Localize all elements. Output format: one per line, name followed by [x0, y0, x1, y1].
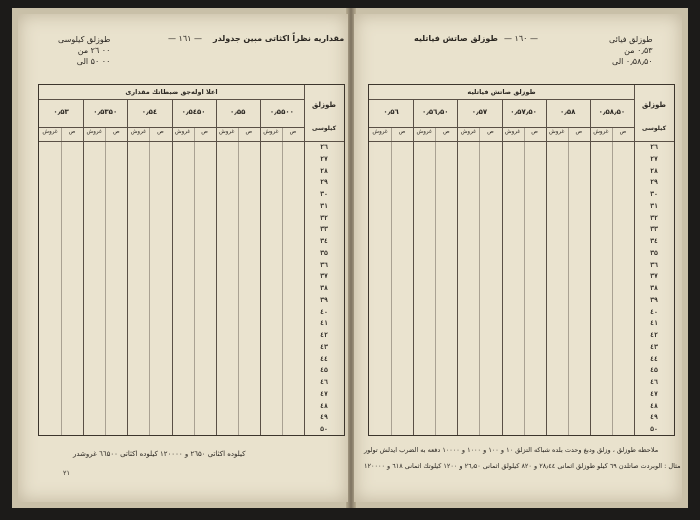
left_page-kilo-label: ۳۱ — [320, 201, 328, 210]
left_page-sub-label: غروش — [174, 129, 191, 135]
left_page-kilo-label: ٤۹ — [320, 413, 328, 422]
left_page-kilo-label: ۳۹ — [320, 295, 328, 304]
left_page-kilo-label: ٤۵ — [320, 366, 328, 375]
right_page-kilo-label: ٤۷ — [650, 389, 658, 398]
right_page-sub-label: غروش — [504, 129, 521, 135]
left_page-kilo-label: ۳٦ — [320, 260, 328, 269]
right_page-sub-label: ص — [575, 129, 583, 135]
left_page-col-rule — [127, 99, 128, 435]
right_page-kilo-label: ۲۷ — [650, 154, 658, 163]
right_page-kilo-label: ۳۵ — [650, 248, 658, 257]
right_page-kilo-label: ٤٦ — [650, 378, 658, 387]
right_page-kilo-label: ۳۳ — [650, 225, 658, 234]
left_page-sub-label: غروش — [86, 129, 102, 135]
left_page-kilo-label: ٤۱ — [320, 319, 328, 328]
right_page-sub-label: غروش — [416, 129, 432, 135]
right_page-kilo-label: ٤۹ — [650, 413, 658, 422]
left_page-price-head: ۰٫۵۵۰۰ — [269, 108, 294, 116]
right_page-kilo-label: ۳۸ — [650, 284, 658, 293]
right-page — [354, 14, 682, 502]
right_page-kilo-label: ۲۸ — [650, 166, 658, 175]
right_page-subcol-rule — [391, 127, 392, 435]
left_page-kilo-label: ۳۰ — [320, 190, 328, 199]
left_page-kilo-label: ۲٦ — [320, 143, 328, 151]
right_page-price-head: ۰٫۵۸٫۵۰ — [598, 108, 626, 116]
left_page-label-col-head: طوزلق — [312, 101, 336, 109]
left_page-sub-label: غروش — [42, 129, 58, 135]
right-header-title: طوزلق صاتش فیاتلیه — [414, 34, 498, 43]
left_page-kilo-label: ٤۸ — [320, 401, 328, 410]
right_page-kilo-label: ٤۱ — [650, 319, 658, 328]
right_page-kilo-label: ۳۷ — [650, 272, 658, 281]
right-corner-line2: ۰٫۵۸٫۵۰ الى — [612, 57, 653, 66]
left_page-price-head: ۰٫۵٤۵۰ — [181, 108, 206, 116]
right_page-subcol-rule — [612, 127, 613, 435]
left_page-kilo-label: ٤۳ — [320, 342, 328, 351]
left_page-sub-label: ص — [201, 129, 208, 135]
left_page-label-col-sub: كيلوسى — [311, 125, 337, 132]
right-note-line1: ملاحظه طوزلق ، وزلق ودبغ وحدت بلده شباكه التزلق ۱۰ و ۱۰۰ و ۱۰۰۰ و ۱۰۰۰۰ دفعه به الضرب ایدلش تولور — [364, 446, 659, 454]
left_page-body-rule — [39, 141, 344, 142]
right_page-body-rule — [369, 141, 674, 142]
book-spread — [12, 8, 688, 508]
right_page-subcol-rule — [479, 127, 480, 435]
left_page-sub-label: ص — [112, 129, 120, 135]
right_page-price-head: ۰٫۵٦٫۵۰ — [421, 108, 449, 116]
left_page-kilo-label: ۳۵ — [320, 248, 328, 257]
left_page-kilo-label: ۳۷ — [320, 272, 328, 281]
left_page-kilo-label: ۲۷ — [320, 154, 328, 163]
right_page-kilo-label: ٤۰ — [650, 307, 658, 316]
left_page-price-head: ۰٫۵۳۵۰ — [93, 108, 118, 116]
right_page-kilo-label: ٤۲ — [650, 331, 658, 340]
left_page-kilo-label: ۳٤ — [320, 237, 328, 246]
right_page-sub-label: غروش — [593, 129, 609, 135]
left_page-sub-label: غروش — [219, 129, 235, 135]
left_page-col-rule — [216, 99, 217, 435]
right_page-col-rule — [457, 99, 458, 435]
left_page-kilo-label: ٤٦ — [320, 378, 328, 387]
left_page-sub-label: ص — [68, 129, 76, 135]
left_page-kilo-label: ۳۲ — [320, 213, 328, 222]
right_page-kilo-label: ۲٦ — [650, 143, 658, 151]
right_page-label-col-sub: كيلوسى — [641, 125, 667, 132]
left_page-price-head: ۰٫۵۵ — [230, 108, 246, 116]
right_page-kilo-label: ۳۱ — [650, 201, 658, 210]
left-header-title: مقداریه نظراً اكثاتى مبين جدولدر — [213, 34, 345, 43]
left-folio: ۲۱ — [63, 469, 70, 477]
left-corner-block — [58, 34, 110, 67]
left_page-kilo-label: ۵۰ — [320, 425, 328, 434]
left_page-price-head: ۰٫۵٤ — [141, 108, 158, 116]
left_page-subcol-rule — [238, 127, 239, 435]
left-corner-line2: ۰۰ ۵۰ الى — [76, 57, 111, 66]
right_page-sub-label: ص — [487, 129, 494, 135]
right_page-subcol-rule — [568, 127, 569, 435]
right_page-col-rule — [590, 99, 591, 435]
right_page-col-rule — [502, 99, 503, 435]
left-corner-line1: ۰۰ ۲٦ من — [77, 46, 111, 55]
right-price-table — [368, 84, 675, 436]
left_page-sub-label: ص — [289, 129, 297, 135]
left_page-kilo-label: ٤۲ — [320, 331, 328, 340]
right_page-sub-label: ص — [442, 129, 450, 135]
left_page-sub-label: ص — [245, 129, 253, 135]
right_page-kilo-label: ٤۳ — [650, 342, 658, 351]
right_page-sub-label: غروش — [460, 129, 476, 135]
left-footer-note: كيلوده اكثاتى ۲٦۵۰ و ۱۲۰۰۰۰ كيلوده اكثاتى ٦٦۵۰۰ غروشدر — [73, 450, 246, 458]
left-page — [18, 14, 348, 502]
right-note-line2: مثال : الوبردت صاتلدن ٦٩ كيلو طوزلق اثمانى ۲۸٫٤٤ و ۸۲۰ كيلولق اثمانى ۲٦٫۵۰ و ۱۲۰۰ كيلوتك اثمانى ٦۱۸ و ۱۲۰۰۰۰ — [364, 462, 681, 470]
left_page-subcol-rule — [149, 127, 150, 435]
left_page-col-rule — [83, 99, 84, 435]
left_page-kilo-label: ۲۹ — [320, 178, 328, 187]
left_page-kilo-label: ٤۷ — [320, 389, 328, 398]
right_page-sub-label: ص — [619, 129, 627, 135]
left_page-sub-label: غروش — [130, 129, 146, 135]
right_page-kilo-label: ٤۵ — [650, 366, 658, 375]
right-corner-title: طوزلق فيائى — [609, 35, 653, 44]
left_page-sub-label: غروش — [263, 129, 279, 135]
right_page-sub-label: غروش — [549, 129, 565, 135]
right_page-kilo-label: ۳٦ — [650, 260, 658, 269]
right_page-kilo-label: ۵۰ — [650, 425, 658, 434]
right_page-price-head: ۰٫۵۸ — [560, 108, 576, 116]
left_page-subcol-rule — [194, 127, 195, 435]
right_page-price-head: ۰٫۵۷٫۵۰ — [510, 108, 537, 116]
left_page-kilo-label: ٤۰ — [320, 307, 328, 316]
right_page-kilo-label: ٤۸ — [650, 401, 658, 410]
right-corner-line1: ۰٫۵۳ من — [624, 46, 653, 55]
right_page-price-head: ۰٫۵۷ — [471, 108, 488, 116]
right_page-col-rule — [413, 99, 414, 435]
right_page-kilo-label: ۲۹ — [650, 178, 658, 187]
right_page-table-caption: طوزلق صاتش فیاتلیه — [467, 88, 536, 96]
right_page-kilo-label: ۳۲ — [650, 213, 658, 222]
left_page-kilo-label: ۳۸ — [320, 284, 328, 293]
right_page-kilo-label: ۳۹ — [650, 295, 658, 304]
left_page-col-rule — [260, 99, 261, 435]
right_page-subcol-rule — [435, 127, 436, 435]
left_page-sub-label: ص — [157, 129, 164, 135]
right_page-sub-label: ص — [398, 129, 406, 135]
left_page-subcol-rule — [105, 127, 106, 435]
right_page-kilo-label: ۳۰ — [650, 190, 658, 199]
right_page-label-col-head: طوزلق — [642, 101, 666, 109]
left_page-kilo-label: ۲۸ — [320, 166, 328, 175]
left-price-table — [38, 84, 345, 436]
right_page-subcol-rule — [524, 127, 525, 435]
right_page-kilo-label: ۳٤ — [650, 237, 658, 246]
right_page-sub-label: غروش — [372, 129, 388, 135]
right_page-col-rule — [546, 99, 547, 435]
left_page-kilo-label: ۳۳ — [320, 225, 328, 234]
right-page-number: — ۱٦۰ — — [504, 34, 538, 43]
right_page-price-head: ۰٫۵٦ — [383, 108, 399, 116]
left_page-kilo-label: ٤٤ — [320, 354, 328, 363]
left_page-col-rule — [172, 99, 173, 435]
left_page-price-head: ۰٫۵۳ — [53, 108, 69, 116]
left_page-subcol-rule — [61, 127, 62, 435]
right_page-sub-label: ص — [531, 129, 538, 135]
left_page-table-caption: اعلا اوله‌جق ضبطاتك مقدارى — [125, 88, 218, 96]
right_page-kilo-label: ٤٤ — [650, 354, 658, 363]
left-corner-title: طوزلق كيلوسى — [58, 35, 111, 44]
left-page-number: — ۱٦۱ — — [168, 34, 202, 43]
right-corner-block — [609, 34, 653, 67]
left_page-subcol-rule — [282, 127, 283, 435]
